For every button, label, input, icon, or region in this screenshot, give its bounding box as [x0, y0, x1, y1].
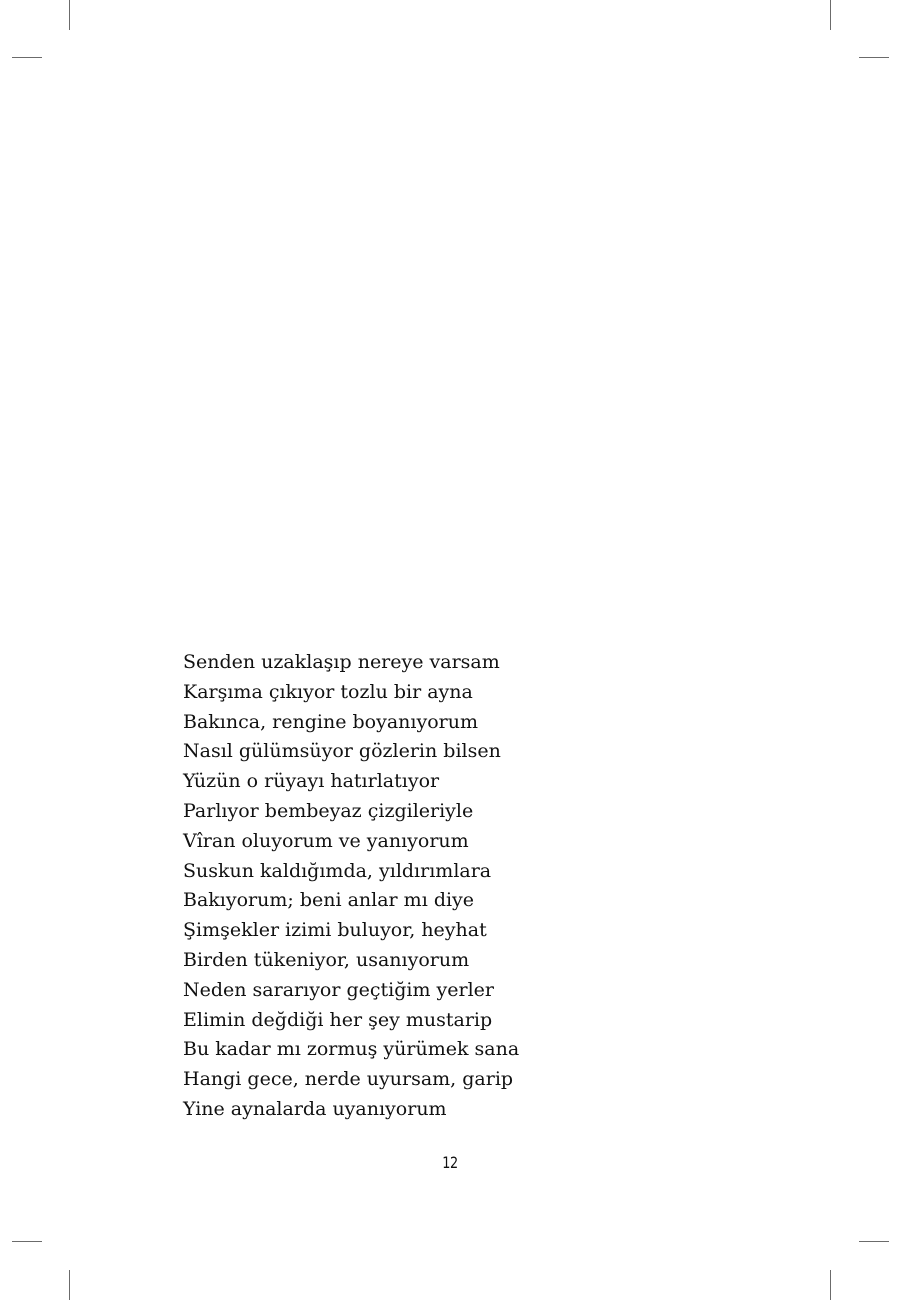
crop-mark-top-right [830, 0, 831, 30]
poem-line: Elimin değdiği her şey mustarip [183, 1008, 493, 1031]
poem-line: Senden uzaklaşıp nereye varsam [183, 651, 500, 673]
crop-mark-left-bottom [12, 1241, 42, 1242]
crop-mark-right-top [859, 57, 889, 58]
poem-line: Hangi gece, nerde uyursam, garip [183, 1068, 514, 1091]
crop-mark-right-bottom [859, 1241, 889, 1242]
poem-line: Şimşekler izimi buluyor, heyhat [183, 919, 487, 942]
poem-line: Parlıyor bembeyaz çizgileriyle [183, 799, 474, 822]
poem-line: Yine aynalarda uyanıyorum [183, 1097, 447, 1120]
page-number: 12 [442, 1153, 458, 1172]
crop-mark-bottom-left [69, 1270, 70, 1300]
crop-mark-left-top [12, 57, 42, 58]
poem-stanza [183, 648, 563, 1125]
crop-mark-bottom-right [830, 1270, 831, 1300]
poem-line: Yüzün o rüyayı hatırlatıyor [183, 770, 440, 793]
poem-line: Suskun kaldığımda, yıldırımlara [183, 859, 492, 882]
poem-line: Bu kadar mı zormuş yürümek sana [183, 1038, 520, 1061]
poem-line: Bakıyorum; beni anlar mı diye [183, 889, 475, 912]
poem-line: Vîran oluyorum ve yanıyorum [183, 829, 469, 852]
crop-mark-top-left [69, 0, 70, 30]
poem-line: Nasıl gülümsüyor gözlerin bilsen [183, 740, 501, 763]
poem-line: Karşıma çıkıyor tozlu bir ayna [183, 680, 473, 703]
poem-line: Bakınca, rengine boyanıyorum [183, 710, 478, 733]
poem-line: Birden tükeniyor, usanıyorum [183, 948, 470, 971]
poem-line: Neden sararıyor geçtiğim yerler [183, 978, 495, 1001]
